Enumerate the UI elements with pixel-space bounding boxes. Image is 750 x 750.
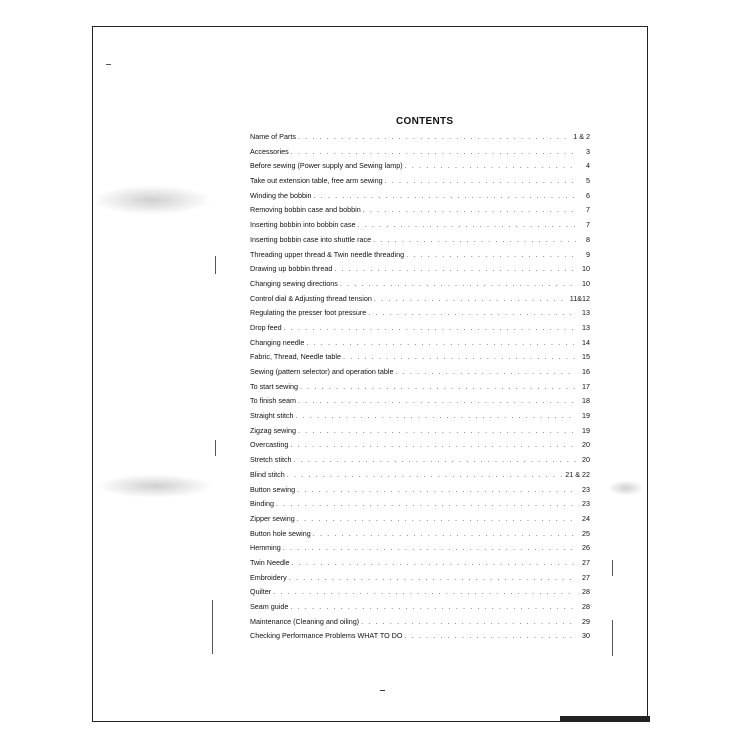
toc-entry: [250, 306, 590, 321]
toc-entry-label: Drawing up bobbin thread: [250, 264, 333, 274]
toc-leader-dots: [294, 453, 576, 468]
page-title: CONTENTS: [396, 116, 454, 127]
scan-mark: [612, 620, 613, 656]
scan-mark: [612, 560, 613, 576]
toc-entry: [250, 233, 590, 248]
toc-entry-label: Zigzag sewing: [250, 425, 296, 435]
toc-entry: [250, 629, 590, 644]
toc-entry-label: Changing sewing directions: [250, 278, 338, 288]
toc-leader-dots: [395, 365, 576, 380]
toc-entry-page: 27: [582, 572, 590, 582]
toc-entry-page: 21 & 22: [565, 469, 590, 479]
toc-entry: [250, 292, 590, 307]
toc-entry-label: Fabric, Thread, Needle table: [250, 352, 341, 362]
toc-entry: [250, 380, 590, 395]
toc-entry: [250, 497, 590, 512]
toc-entry-page: 1 & 2: [573, 132, 590, 141]
toc-entry-label: To start sewing: [250, 381, 298, 391]
scan-mark: [215, 440, 216, 456]
toc-entry-page: 7: [586, 205, 590, 215]
toc-entry: [250, 130, 590, 145]
toc-entry-label: Overcasting: [250, 440, 289, 450]
toc-entry: [250, 424, 590, 439]
toc-entry-page: 24: [582, 513, 590, 523]
toc-entry: [250, 512, 590, 527]
toc-entry-label: Zipper sewing: [250, 513, 295, 523]
toc-entry-page: 13: [582, 322, 590, 332]
toc-entry-page: 15: [582, 352, 590, 362]
toc-entry-label: Hemming: [250, 543, 281, 553]
toc-entry-label: Control dial & Adjusting thread tension: [250, 293, 372, 303]
toc-entry-label: Removing bobbin case and bobbin: [250, 205, 361, 215]
toc-leader-dots: [289, 571, 576, 586]
toc-entry-page: 13: [582, 308, 590, 318]
toc-entry-page: 11&12: [569, 293, 590, 303]
toc-entry: [250, 218, 590, 233]
toc-entry: [250, 350, 590, 365]
toc-entry: [250, 277, 590, 292]
toc-entry-page: 3: [586, 146, 590, 156]
toc-entry-label: Sewing (pattern selector) and operation table: [250, 367, 394, 376]
toc-entry-page: 28: [582, 602, 590, 611]
toc-entry: [250, 438, 590, 453]
toc-entry-page: 4: [586, 161, 590, 171]
toc-entry-label: Inserting bobbin into bobbin case: [250, 220, 356, 230]
toc-leader-dots: [404, 629, 576, 644]
toc-entry: [250, 556, 590, 571]
toc-entry-label: Twin Needle: [250, 557, 290, 567]
toc-entry-label: Accessories: [250, 146, 289, 156]
scan-edge-shadow: [560, 716, 650, 722]
toc-entry-label: Inserting bobbin case into shuttle race: [250, 234, 372, 244]
toc-entry-page: 17: [582, 381, 590, 391]
toc-entry-page: 5: [586, 176, 590, 186]
toc-entry-label: Drop feed: [250, 322, 282, 332]
toc-leader-dots: [298, 424, 576, 439]
toc-leader-dots: [276, 497, 576, 512]
toc-entry-page: 19: [582, 411, 590, 421]
toc-entry: [250, 615, 590, 630]
toc-leader-dots: [373, 233, 576, 248]
toc-leader-dots: [406, 248, 576, 263]
toc-leader-dots: [273, 585, 576, 600]
toc-leader-dots: [385, 174, 576, 189]
toc-entry-label: Regulating the presser foot pressure: [250, 308, 367, 318]
toc-entry-label: Checking Performance Problems WHAT TO DO: [250, 631, 403, 641]
toc-entry: [250, 409, 590, 424]
toc-entry-page: 16: [582, 367, 590, 376]
toc-entry-label: Stretch stitch: [250, 455, 292, 465]
scan-smudge: [608, 480, 644, 496]
toc-entry-label: Quilter: [250, 587, 272, 597]
toc-leader-dots: [374, 292, 568, 307]
toc-leader-dots: [340, 277, 576, 292]
toc-entry-label: Winding the bobbin: [250, 190, 312, 200]
toc-leader-dots: [291, 145, 576, 160]
toc-leader-dots: [343, 350, 576, 365]
toc-leader-dots: [287, 468, 563, 483]
toc-entry-page: 25: [582, 528, 590, 538]
scan-smudge: [96, 474, 214, 498]
toc-entry-page: 29: [582, 616, 590, 626]
toc-leader-dots: [298, 130, 571, 145]
toc-leader-dots: [292, 556, 576, 571]
toc-leader-dots: [358, 218, 577, 233]
toc-entry-page: 27: [582, 557, 590, 567]
toc-entry-label: Blind stitch: [250, 469, 285, 479]
toc-leader-dots: [298, 394, 576, 409]
toc-leader-dots: [297, 483, 576, 498]
table-of-contents: [250, 130, 590, 644]
scan-mark: [106, 64, 111, 65]
toc-entry: [250, 174, 590, 189]
toc-leader-dots: [300, 380, 576, 395]
toc-entry: [250, 203, 590, 218]
toc-entry: [250, 189, 590, 204]
toc-entry-label: Changing needle: [250, 337, 305, 347]
toc-entry-page: 20: [582, 440, 590, 450]
scan-mark: [212, 600, 213, 654]
toc-entry-page: 14: [582, 337, 590, 347]
toc-entry: [250, 453, 590, 468]
toc-entry: [250, 600, 590, 615]
toc-entry: [250, 585, 590, 600]
toc-leader-dots: [314, 189, 576, 204]
toc-entry: [250, 159, 590, 174]
scan-smudge: [92, 185, 212, 215]
toc-entry-label: Button hole sewing: [250, 528, 311, 538]
toc-entry-page: 30: [582, 631, 590, 641]
toc-leader-dots: [296, 409, 576, 424]
toc-entry: [250, 468, 590, 483]
toc-entry-page: 19: [582, 425, 590, 435]
toc-entry-page: 7: [586, 220, 590, 230]
toc-entry: [250, 571, 590, 586]
scan-mark: [215, 256, 216, 274]
toc-entry-label: Name of Parts: [250, 132, 296, 141]
toc-entry: [250, 248, 590, 263]
toc-entry-page: 8: [586, 234, 590, 244]
toc-leader-dots: [368, 306, 576, 321]
toc-entry: [250, 394, 590, 409]
toc-entry-label: Binding: [250, 499, 274, 509]
toc-entry-label: Seam guide: [250, 602, 289, 611]
toc-entry: [250, 483, 590, 498]
toc-entry-label: To finish seam: [250, 396, 296, 406]
toc-entry-page: 26: [582, 543, 590, 553]
toc-entry-label: Maintenance (Cleaning and oiling): [250, 616, 360, 626]
toc-leader-dots: [283, 541, 576, 556]
toc-entry-label: Embroidery: [250, 572, 287, 582]
scan-mark: [380, 690, 385, 691]
toc-entry: [250, 365, 590, 380]
toc-entry-page: 18: [582, 396, 590, 406]
toc-leader-dots: [306, 336, 576, 351]
toc-entry-label: Straight stitch: [250, 411, 294, 421]
toc-entry: [250, 527, 590, 542]
toc-entry-label: Take out extension table, free arm sewing: [250, 176, 383, 186]
toc-entry-label: Button sewing: [250, 484, 296, 494]
toc-entry-label: Before sewing (Power supply and Sewing lamp): [250, 161, 403, 171]
toc-entry-page: 9: [586, 249, 590, 259]
toc-leader-dots: [290, 600, 576, 615]
toc-entry-page: 23: [582, 484, 590, 494]
toc-leader-dots: [290, 438, 576, 453]
toc-entry: [250, 262, 590, 277]
toc-entry-page: 6: [586, 190, 590, 200]
toc-entry-page: 10: [582, 278, 590, 288]
toc-leader-dots: [313, 527, 576, 542]
toc-entry-page: 10: [582, 264, 590, 274]
toc-entry-page: 23: [582, 499, 590, 509]
toc-entry: [250, 321, 590, 336]
toc-leader-dots: [361, 615, 576, 630]
toc-leader-dots: [297, 512, 576, 527]
toc-entry-label: Threading upper thread & Twin needle threading: [250, 249, 405, 259]
toc-entry-page: 28: [582, 587, 590, 597]
toc-leader-dots: [363, 203, 576, 218]
toc-entry: [250, 541, 590, 556]
toc-leader-dots: [284, 321, 576, 336]
toc-leader-dots: [334, 262, 576, 277]
toc-entry-page: 20: [582, 455, 590, 465]
toc-entry: [250, 145, 590, 160]
toc-entry: [250, 336, 590, 351]
toc-leader-dots: [405, 159, 576, 174]
